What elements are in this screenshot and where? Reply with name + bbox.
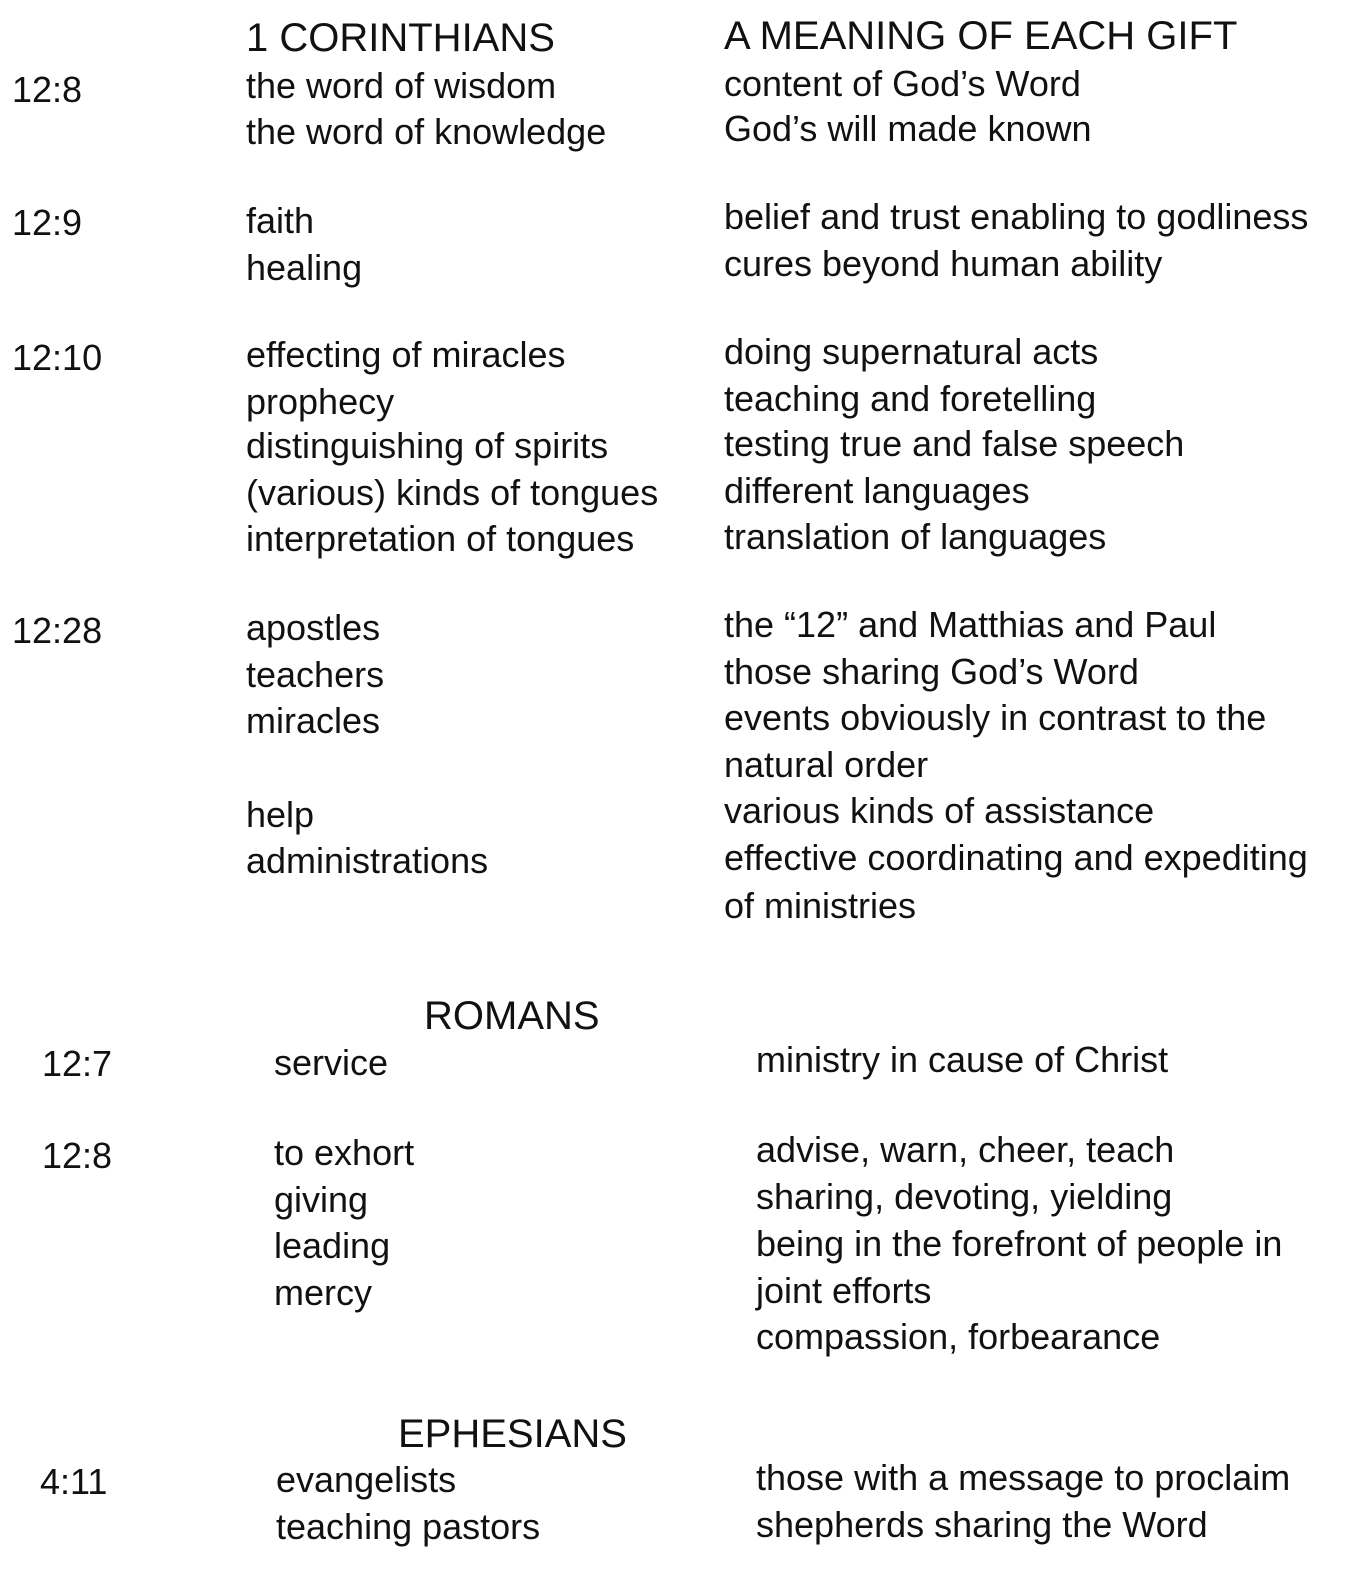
gift-name: (various) kinds of tongues (246, 472, 659, 513)
gift-meaning: of ministries (724, 885, 917, 926)
gift-name: teachers (246, 654, 385, 695)
gift-meaning: natural order (724, 744, 929, 785)
verse-label: 12:9 (12, 202, 83, 243)
gift-name: administrations (246, 840, 489, 881)
gift-meaning: effective coordinating and expediting (724, 837, 1308, 878)
gift-name: apostles (246, 607, 381, 648)
verse-label: 12:7 (42, 1043, 113, 1084)
gift-name: to exhort (274, 1132, 415, 1173)
gift-name: miracles (246, 700, 381, 741)
gift-meaning: different languages (724, 470, 1030, 511)
gift-name: prophecy (246, 381, 395, 422)
gift-meaning: content of God’s Word (724, 63, 1081, 104)
gift-name: leading (274, 1225, 391, 1266)
gift-meaning: doing supernatural acts (724, 331, 1099, 372)
gift-meaning: teaching and foretelling (724, 378, 1097, 419)
gift-meaning: those sharing God’s Word (724, 651, 1139, 692)
gift-name: teaching pastors (276, 1506, 541, 1547)
gift-meaning: testing true and false speech (724, 423, 1185, 464)
gift-name: distinguishing of spirits (246, 425, 609, 466)
gift-name: service (274, 1042, 389, 1083)
gift-meaning: various kinds of assistance (724, 790, 1155, 831)
gift-meaning: cures beyond human ability (724, 243, 1163, 284)
verse-label: 12:8 (12, 69, 83, 110)
gift-meaning: advise, warn, cheer, teach (756, 1129, 1175, 1170)
gift-meaning: those with a message to proclaim (756, 1457, 1291, 1498)
gift-meaning: God’s will made known (724, 108, 1092, 149)
verse-label: 4:11 (40, 1461, 108, 1502)
gift-meaning: joint efforts (756, 1270, 932, 1311)
gift-name: evangelists (276, 1459, 457, 1500)
corinthians-title: 1 CORINTHIANS (246, 16, 555, 60)
gift-meaning: compassion, forbearance (756, 1316, 1161, 1357)
gift-meaning: belief and trust enabling to godliness (724, 196, 1309, 237)
romans-title: ROMANS (424, 994, 600, 1038)
gift-name: help (246, 794, 315, 835)
gift-name: interpretation of tongues (246, 518, 635, 559)
gift-meaning: events obviously in contrast to the (724, 697, 1267, 738)
meaning-header: A MEANING OF EACH GIFT (724, 14, 1238, 58)
gift-name: faith (246, 200, 315, 241)
gift-name: effecting of miracles (246, 334, 566, 375)
gift-name: giving (274, 1179, 369, 1220)
ephesians-title: EPHESIANS (398, 1412, 627, 1456)
gift-name: the word of wisdom (246, 65, 557, 106)
gift-name: healing (246, 247, 363, 288)
verse-label: 12:28 (12, 610, 103, 651)
verse-label: 12:8 (42, 1135, 113, 1176)
gift-name: mercy (274, 1272, 372, 1313)
gift-meaning: being in the forefront of people in (756, 1223, 1283, 1264)
gift-meaning: sharing, devoting, yielding (756, 1176, 1173, 1217)
gift-meaning: shepherds sharing the Word (756, 1504, 1208, 1545)
gift-meaning: ministry in cause of Christ (756, 1039, 1169, 1080)
verse-label: 12:10 (12, 337, 103, 378)
gift-meaning: the “12” and Matthias and Paul (724, 604, 1217, 645)
gift-meaning: translation of languages (724, 516, 1107, 557)
gift-name: the word of knowledge (246, 111, 607, 152)
